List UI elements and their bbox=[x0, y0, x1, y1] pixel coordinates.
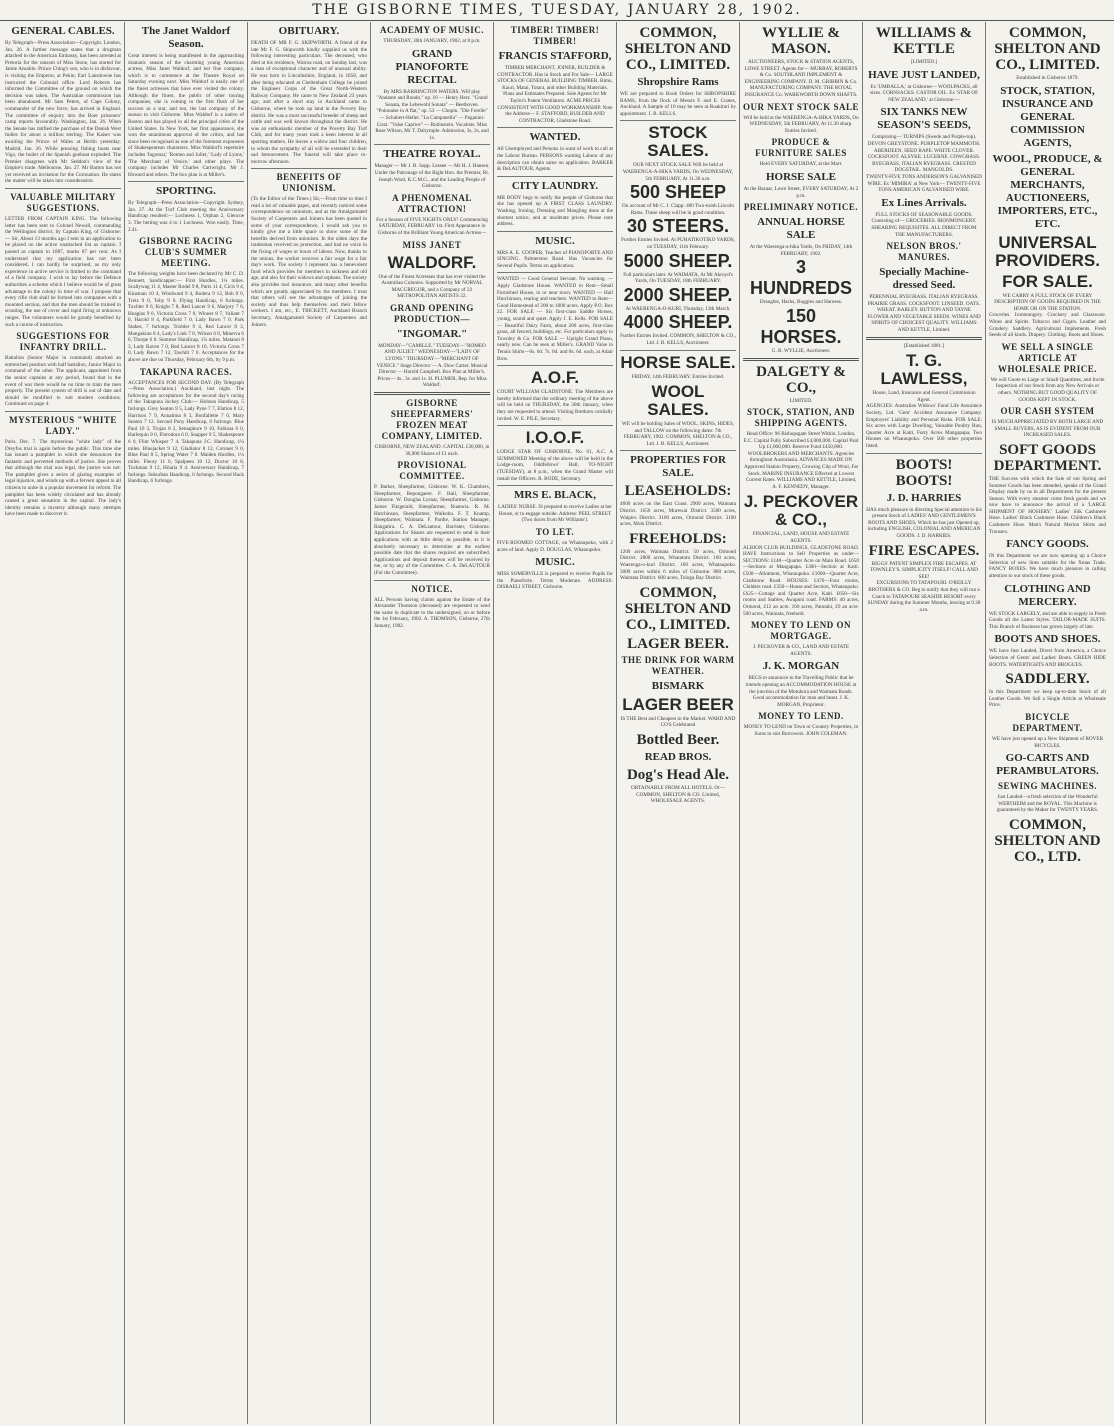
article-body: ALL Persons having claims against the Estate of the Alexander Thomson (deceased) are requested to send the same in duplicate to the undersigned, on or before the 1st February, 1902. A. THOMSON, Gisborne, 27th January, 1902. bbox=[374, 596, 490, 629]
sale-quantity: 5000 SHEEP. bbox=[623, 250, 733, 271]
article-heading: GENERAL CABLES. bbox=[11, 25, 115, 37]
article-heading: HORSE SALE bbox=[766, 170, 836, 183]
article-heading: Ex Lines Arrivals. bbox=[881, 196, 967, 209]
article-heading: MISS JANET bbox=[402, 239, 462, 250]
article-heading: STOCK, STATION, AND SHIPPING AGENTS. bbox=[746, 407, 856, 429]
column-1 bbox=[2, 22, 125, 1424]
article-heading: PRODUCE & FURNITURE SALES bbox=[755, 137, 847, 159]
column-divider bbox=[497, 231, 613, 232]
sale-quantity: 500 SHEEP bbox=[629, 182, 727, 203]
article-heading: COMMON, SHELTON AND CO., LIMITED. bbox=[624, 25, 732, 73]
article-heading: BOOTS AND SHOES. bbox=[994, 633, 1101, 646]
sale-quantity: 4000 SHEEP. bbox=[623, 312, 733, 333]
article-heading: GISBORNE RACING CLUB'S SUMMER MEETING. bbox=[139, 236, 233, 269]
column-divider bbox=[866, 453, 982, 454]
article-body: IS MUCH APPRECIATED BY BOTH LARGE AND SMALL BUYERS, AS IS EVIDENT FROM OUR INCREASED SALES. bbox=[991, 419, 1104, 439]
article-heading: I.O.O.F. bbox=[525, 428, 585, 448]
article-heading: WYLLIE & MASON. bbox=[762, 25, 840, 57]
column-divider bbox=[866, 337, 982, 340]
article-heading: MONEY TO LEND. bbox=[758, 711, 844, 722]
column-divider bbox=[497, 127, 613, 128]
article-heading: Bottled Beer. bbox=[636, 732, 720, 748]
article-heading: WALDORF. bbox=[387, 252, 477, 272]
article-body: HAS much pleasure in directing Special attention to his present Stock of LADIES' AND GENTLEMEN'S BOOTS AND SHOES, Which he has just Opened up, including ENGLISH, COLONIAL AND AMERICAN GOODS. J. D. HARRIES. bbox=[866, 506, 982, 539]
article-body: AGENCIES: Australian Widows' Fund Life Assurance Society, Ltd. 'Gem' Accident Assurance Company. Employers' Liability and Personal Risks. FOR SALE: Six acres with Large Dwelling, Valuable Poultry Run, Quarter Acre at Kaiti, Forty Acres Mangapapa, Two Houses on Whataupoko. Over 500 other properties listed. bbox=[866, 403, 982, 449]
column-divider bbox=[620, 450, 736, 451]
article-heading: FREEHOLDS: bbox=[629, 530, 727, 547]
article-heading: UNIVERSAL PROVIDERS. bbox=[995, 232, 1100, 270]
article-body: ACCEPTANCES FOR SECOND DAY. (By Telegraph—Press Association.) Auckland, last night. The following are acceptances for the second day's racing of the Takapuna Jockey Club:— Hobson Handicap, 5 furlongs. Grey Seaton 9 5, Lady Pyne 7 7, Elation 8 12, Harrison 7 9, Annatima 8 3, Bonfallette 7 0, Mary Seaton 7 12. Second Pony Handicap, 6 furlongs. Blue Paul 10 3, Trojan 8 2, Semaphore 9 10, Fabiosa 6 0, Harlequin 9 6, Florodora 6 0, Snapper 9 5, Shakespeare 6 0, Flint Whisper 7 4. Takapuna J.C. Handicap, 1¼ miles. Bluejacket 9 12, Gladiator 8 12, Coronet 9 0, Blue Paul 8 5, Spring Water 7 0. Maiden Hurdles, 1¼ miles. Fleury 11 0, Spalpeen 10 12, Doctor 10 8, Tuckman 9 12, Hilaria 9 4. Anniversary Handicap, 7 furlongs. Suburban Handicap, 6 furlongs. Second Hack Handicap, 6 furlongs. bbox=[128, 379, 244, 485]
article-heading: SPORTING. bbox=[156, 185, 216, 198]
article-body: DEATH OF MR F. G. SKIPWORTH. A friend of the late Mr F. G. Skipworth kindly supplied us with the following interesting particulars. The deceased, who died at his residence, Wairoa road, on Sunday last, was a man of exceptional character and of unusual ability. He was born in Lincolnshire, England, in 1858, and after being educated at Cheltenham College he joined the Engineer Corps of the Great North-Western Railway Company. He came to New Zealand 23 years ago, and after a short stay in Auckland came to Gisborne, where he took up land in the Poverty Bay district. He was a most successful breeder of sheep and cattle and was well known throughout the district. He was an enthusiastic member of the Poverty Bay Turf Club, and for many years took a keen interest in all sporting matters. He leaves a widow and four children, to whom the sympathy of all will be extended in their sad bereavement. The funeral will take place to-morrow afternoon. bbox=[251, 40, 367, 165]
article-heading: COMMON, SHELTON AND CO., LIMITED. bbox=[624, 584, 732, 633]
article-body: At the Waerenga-a-hika Yards, On FRIDAY, 14th FEBRUARY, 1902. bbox=[749, 244, 853, 257]
article-body: G. B. WYLLIE, Auctioneer. bbox=[771, 347, 831, 354]
column-divider bbox=[497, 176, 613, 177]
column-3 bbox=[248, 22, 371, 1424]
article-heading: BICYCLE DEPARTMENT. bbox=[1012, 711, 1083, 733]
article-body: WE have Just Landed, Direct from America, a Choice Selection of Gents' and Ladies' Boots. GREEN HIDE BOOTS. WATERTIGHTS AND BROGUES. bbox=[989, 648, 1106, 668]
article-heading: FOR SALE. bbox=[1002, 271, 1093, 291]
article-body: One of the Finest Actresses that has ever visited the Australian Colonies. Supported by Mr NORVAL MACGREGOR, and a Company of 22 METROPOLITAN ARTISTS 22. bbox=[378, 273, 486, 300]
article-heading: BENEFITS OF UNIONISM. bbox=[276, 172, 342, 194]
article-heading: J. K. MORGAN bbox=[762, 660, 840, 673]
article-heading: LAGER BEER. bbox=[627, 635, 729, 652]
column-7 bbox=[740, 22, 863, 1424]
article-heading: GRAND OPENING PRODUCTION— bbox=[390, 302, 474, 324]
article-body: Groceries. Ironmongery. Crockery and Glassware. Wines and Spirits. Tobacco and Cigars. Leather and Grindery. Saddlery. Agricultural Implements. Fresh Seeds of all kinds. Drapery. Clothing. Boots and Shoes. bbox=[989, 312, 1106, 339]
article-heading: OUR CASH SYSTEM bbox=[1000, 406, 1095, 417]
column-divider bbox=[620, 120, 736, 121]
article-heading: FIRE ESCAPES. bbox=[868, 542, 980, 559]
article-body: MR BODY begs to notify the people of Gisborne that she has opened up A FIRST CLASS LAUNDRY. Washing, Ironing, Dressing and Mangling done at the shortest notice, and at moderate prices. Please note address. bbox=[497, 194, 613, 228]
article-heading: WOOL, PRODUCE, & GENERAL MERCHANTS, AUCTIONEERS, IMPORTERS, ETC., ETC. bbox=[992, 152, 1103, 230]
article-body: EXCURSIONS TO TATAPOURI. O'REILLY BROTHERS & CO. Beg to notify that they will run a Coach to TATAPOURI SEASIDE RESORT every SUNDAY during the Summer Months, leaving at 9.30 a.m. bbox=[867, 580, 981, 613]
article-body: FULL STOCKS OF SEASONABLE GOODS. Consisting of— GROCERIES. IRONMONGERY. SHEARING REQUISITES. ALL DIRECT FROM THE MANUFACTURERS. bbox=[871, 211, 977, 238]
article-body: Head Office: 96 Bishopsgate Street Within, London, E.C. Capital Fully Subscribed £4,000,000. Capital Paid Up £1,000,000. Reserve Fund £450,000. WOOLBROKERS AND MERCHANTS. Agencies throughout Australasia. ADVANCES MADE ON Approved Station Property, Growing Clip of Wool, Fat Stock. MARINE INSURANCE Effected at Lowest Current Rates. WILLIAMS AND KETTLE, Limited, A. F. KENNEDY, Manager. bbox=[743, 431, 859, 490]
article-heading: SADDLERY. bbox=[1005, 671, 1090, 688]
sale-quantity: 150 HORSES. bbox=[760, 305, 842, 347]
article-body: MONEY TO LEND on Town or Country Properties, in Sums to suit Borrowers. JOHN COLEMAN. bbox=[743, 724, 859, 737]
column-divider bbox=[497, 272, 613, 273]
article-body: FINANCIAL, LAND, HOUSE AND ESTATE AGENTS. bbox=[752, 531, 850, 545]
article-body: On account of Mr C. J. Clapp: 400 Two-tooth Lincoln Rams. These sheep will be in good condition. bbox=[621, 203, 735, 216]
article-heading: HORSE SALE. bbox=[620, 352, 736, 372]
article-heading: TO LET. bbox=[535, 526, 575, 537]
article-heading: GRAND PIANOFORTE RECITAL bbox=[395, 47, 469, 86]
article-body: TIMBER MERCHANT, JOINER, BUILDER & CONTRACTOR. Has in Stock and For Sale— LARGE STOCKS OF GENERAL BUILDING TIMBER. Rimu, Kauri, Matai, Totara, and other Building Materials. Plans and Estimates Prepared. Sole Agents for Mr Taylor's Patent Ventilators. ACME PRICES CONSISTENT WITH GOOD WORKMANSHIP. Note the Address— F. STAFFORD, BUILDER AND CONTRACTOR, Gladstone Road. bbox=[497, 65, 613, 124]
article-body: IN this Department we are now opening up a Choice Selection of new lines suitable for the Xmas Trade. FANCY BOXES. We have much pleasure in calling attention to our stock of these goods. bbox=[989, 553, 1106, 580]
article-heading: T. G. LAWLESS, bbox=[880, 351, 968, 389]
article-body: Further Entries Invited. At PUHATIKOTIKO YARDS, on TUESDAY, 11th February. bbox=[621, 237, 735, 250]
article-body: WE will be holding Sales of WOOL, SKINS, HIDES, and TALLOW on the following dates: 7th FEBRUARY, 1902. COMMON, SHELTON & CO., Ltd. J. B. KELLS, Auctioneer. bbox=[621, 421, 735, 447]
article-heading: READ BROS. bbox=[644, 751, 712, 763]
masthead: THE GISBORNE TIMES, TUESDAY, JANUARY 28, 1902. bbox=[0, 0, 1114, 21]
column-divider bbox=[374, 144, 490, 145]
article-body: For a Season of FIVE NIGHTS ONLY! Commencing SATURDAY, FEBRUARY 1st. First Appearance in Gisborne of the Brilliant Young American Actress— bbox=[376, 216, 488, 236]
article-heading: MRS E. BLACK, bbox=[514, 489, 596, 502]
article-heading: PRELIMINARY NOTICE. bbox=[743, 202, 859, 213]
column-divider bbox=[5, 188, 121, 189]
article-body: ALBION CLUB BUILDINGS, GLADSTONE ROAD. HAVE Instructions to Sell Properties as under— SECTIONS: £140—Quarter Acre on Main Road. £650—Sections at Mangapapa. £300—Section at Kaiti. £500—Allotment, Whataupoko. £1000—Quarter Acre, Gladstone Road. HOUSES: £470—Four rooms, Childers road. £350—House and Section, Whataupoko. £625—Cottage and Quarter Acre, Kaiti. £650—Six rooms and Stables, Awapuni road. FARMS: 40 acres, Ormond, £12 an acre. 160 acres, Patutahi, £9 an acre. 500 acres, Waimata, freehold. bbox=[743, 544, 859, 617]
article-heading: STOCK, STATION, INSURANCE AND GENERAL COMMISSION AGENTS, bbox=[1000, 84, 1095, 149]
article-heading: The Janet Waldorf Season. bbox=[141, 25, 231, 50]
article-heading: MYSTERIOUS "WHITE LADY." bbox=[9, 414, 117, 436]
article-body: 1200 acres, Waimata District. 50 acres, Ormond District. 2800 acres, Whatatutu District. 160 acres, Waerenga-o-kuri District. 160 acres, Whataupoko. 3000 acres within 6 miles of Gisborne. 800 acres, Waimata District. 600 acres, Tologa Bay District. bbox=[620, 548, 736, 582]
article-body: THE Success with which the Sale of our Spring and Summer Goods has been attended, speaks of the Grand Display made by us in all Departments for the present Season. With every steamer come fresh goods and we now have to announce the arrival of a 'LARGE SHIPMENT OF HOSIERY.' Ladies' Silk Cashmere Hose. Ladies' Black Cashmere Hose. Children's Black Cashmere Hose. Men's Natural Merino Shirts and Trousers. bbox=[989, 475, 1106, 535]
article-heading: GO-CARTS AND PERAMBULATORS. bbox=[996, 752, 1099, 778]
article-body: LADIES' NURSE. IS prepared to receive Ladies at her House, or to engage outside. Address: PEEL STREET (Two doors from Mr Williams'). bbox=[497, 504, 612, 524]
article-heading: LEASEHOLDS: bbox=[624, 483, 732, 500]
column-8 bbox=[863, 22, 986, 1424]
article-heading: SEWING MACHINES. bbox=[997, 781, 1097, 792]
article-heading: Dog's Head Ale. bbox=[626, 767, 730, 783]
article-body: [LIMITED.] bbox=[910, 59, 938, 65]
article-body: 4600 acres on the East Coast. 2900 acres, Waimata District. 1650 acres, Murewai District. 3500 acres, Waipiro District. 3100 acres, Ormond District. 3100 acres, Motu District. bbox=[620, 501, 736, 528]
article-body: Battalion (Senior Major in command) attacked an entrenched position with half battalion, Junior Major in command of the other. The applicant, appointed from the senior captains at any period, found that in the event of war there would be no time to train the men properly. The present system of drill is out of date and should be modified to suit modern conditions. Continued on page 4. bbox=[5, 355, 121, 408]
article-heading: THEATRE ROYAL. bbox=[383, 148, 481, 161]
article-body: PERENNIAL RYEGRASS. ITALIAN RYEGRASS. PRAIRIE GRASS. COCKSFOOT. LINSEED. OATS. WHEAT. BARLEY. BUTTON AND TAYNE FLOWER AND VEGETABLE SEEDS. WINES AND SPIRITS OF CHOICEST QUALITY. WILLIAMS AND KETTLE, Limited. bbox=[867, 294, 981, 334]
article-heading: WANTED. bbox=[529, 131, 581, 144]
column-2 bbox=[125, 22, 248, 1424]
article-body: BIGGS' PATENT SIMPLEX FIRE ESCAPES. AT TOWNLEY'S. SIMPLICITY ITSELF! CALL AND SEE! bbox=[870, 560, 978, 580]
article-body: At WAERENGA-O-KURI, Thursday, 13th March. bbox=[625, 305, 731, 312]
article-body: WE have just opened up a New Shipment of ROVER BICYCLES. bbox=[991, 735, 1104, 749]
article-heading: ANNUAL HORSE SALE bbox=[757, 216, 845, 242]
article-body: Manager — Mr J. B. Sopp. Lessee — Mr H. J. Hansen. Under the Patronage of the Right Hon. the Premier, Rt. Joseph Ward, K.C.M.G., and the Leading People of Gisborne. bbox=[374, 163, 490, 190]
article-body: THURSDAY, 30th JANUARY, 1902, at 8 p.m. bbox=[383, 38, 481, 44]
article-heading: WILLIAMS & KETTLE bbox=[875, 25, 973, 57]
column-divider bbox=[743, 358, 859, 361]
column-divider bbox=[620, 350, 736, 351]
article-body: J. PECKOVER & CO., LAND AND ESTATE AGENTS. bbox=[753, 644, 849, 657]
column-divider bbox=[497, 365, 613, 366]
article-body: At the Bazaar, Lowe Street, EVERY SATURDAY, At 2 p.m. bbox=[743, 185, 859, 199]
article-body: (To the Editor of the Times.) Sir,—From time to time I read a lot of valuable paper, and recently noticed some correspondence on unionism, and as the Amalgamated Society of Carpenters and Joiners has been quoted in some of your correspondence, I would ask you to kindly give me a little space to show some of the benefits derived from unionism. In the olden days the tradesman received no protection, and had no voice in the fixing of wages or hours of labour. Now, thanks to the unions, the worker receives a fair wage for a fair day's work. The society I represent has a benevolent fund which provides for members in sickness and old age, and also for their widows and orphans. The society also provides tool insurance, and many other benefits which are greatly appreciated by the members. I trust that others will see the advantages of joining the society and thus help themselves and their fellow workers. I am, etc., E. TRICKETT, Auckland Branch Secretary, Amalgamated Society of Carpenters and Joiners. bbox=[251, 196, 367, 328]
article-body: LODGE STAR OF GISBORNE, No. 61, A.C. A SUMMONED Meeting of the above will be held in the Lodge-room, Oddfellows' Hall, TO-NIGHT (TUESDAY), at 8 p.m., when the Grand Master will install the Officers. R. BODE, Secretary. bbox=[497, 449, 613, 482]
article-body: LETTER FROM CAPTAIN KING. The following letter has been sent to Colonel Newall, commanding the Wellington district, by Captain King, of Gisborne:— Sir, About 13 months ago I sent in an application to be placed on the active unattached list as captain. I passed as captain in 1887, marks 87 per cent. As I understand that my application has not been considered, I can hardly be surprised, as my only experience in active service is limited to the command of a field company. I wish to lay before the Defence authorities a scheme which I believe would be of great advantage to the colony in time of war. I propose that every rifle club shall be formed into companies with a mounted section, and that the men should be trained in scouting, the use of cover and rapid firing at unknown ranges. The volunteers would be greatly benefited by such a course of instruction. bbox=[5, 216, 121, 328]
article-body: Ex 'UMBALLA,' at Gisborne— WOOLPACKS, all sizes. CORNSACKS. CASTOR OIL. Ex 'STAR OF NEW ZEALAND,' at Gisborne:— bbox=[869, 83, 979, 103]
article-body: [Established 1881.] bbox=[903, 342, 945, 349]
article-body: We will Guote to Large or Small Quantities, and Invite Inspection of our Stock from any New Arrivals or others. NOTHING BUT GOOD QUALITY OF GOODS KEPT IN STOCK. bbox=[990, 376, 1105, 403]
article-body: Established in Gisborne 1879. bbox=[1016, 75, 1079, 81]
article-body: IS THE Best and Cheapest in the Market. WARD AND CO'S Celebrated bbox=[620, 715, 736, 729]
article-heading: FANCY GOODS. bbox=[1006, 538, 1089, 551]
article-body: WANTED — Good General Servant. No washing. — Apply Gladstone House. WANTED to Rent—Small Furnished House, in or near town. WANTED — Hall Hutchinson, rearing and teachers. WANTED to Rent—Good Homestead of 200 to 1000 acres. Apply P.O. Box 22. FOR SALE — Six first-class Saddle Horses, young, sound and quiet. Apply J. E. Kells. FOR SALE — Beautiful Dairy Farm, about 200 acres, first-class grass, all fenced, buildings, etc. For particulars apply to Townley & Co. FOR SALE — Upright Grand Piano, nearly new. Can be seen at Miller's. GRAND Valse in Tennis Shirts—6s. 6d. 7s. 6d. and 8s. 6d. each, at Adair Bros. bbox=[497, 276, 613, 362]
article-body: OUR NEXT STOCK SALE Will be held at WAERENGA-A-HIKA YARDS, On WEDNESDAY, 5th FEBRUARY, At 11.30 a.m. bbox=[622, 162, 734, 182]
article-body: Just Landed—a fresh selection of the Wonderful WERTHEIM and the ROYAL. This Machine is guaranteed by the Maker for TWENTY YEARS. bbox=[996, 794, 1099, 814]
article-heading: SUGGESTIONS FOR INFANTRY DRILL. bbox=[16, 331, 110, 353]
article-heading: STOCK SALES. bbox=[647, 123, 709, 161]
article-body: P. Barker, Sheepfarmer, Gisborne. W. K. Chambers, Sheepfarmer, Repongaere. F. Hall, Sheepfarmer, Gisborne. W. Douglas Lysnar, Sheepfarmer, Gisborne. James Fitzgerald, Sheepfarmer, Ruatoria. R. M. Hutchinson, Sheepfarmer, Waikohu. F. T. Knamp, Sheepfarmer, Waimata. F. Pardie, Station Manager, Rangatira. C. A. DeLautour, Barrister, Gisborne. Applications for Shares are requested to send in their applications with as little delay as possible, as it is absolutely necessary to determine at the earliest possible date that the shares required are subscribed. Applications and deposit thereon will be received by me, or by any of the Committee. C. A. DeLAUTOUR (For the Committee). bbox=[374, 484, 490, 576]
article-heading: Shropshire Rams bbox=[637, 76, 719, 88]
article-body: Full particulars later. At WAIMATA, At Mr Akroyd's Yards, On TUESDAY, 18th FEBRUARY. bbox=[623, 271, 733, 285]
article-heading: NELSON BROS.' MANURES. bbox=[886, 241, 962, 263]
article-body: TWENTY-FIVE TONS ANDERSON'S GALVANISED WIRE. Ex 'MIMIRA' at New York— TWENTY-FIVE TONS AMERICAN GALVANISED WIRE. bbox=[866, 173, 982, 194]
article-heading: A PHENOMENAL ATTRACTION! bbox=[392, 192, 472, 214]
column-6 bbox=[617, 22, 740, 1424]
article-heading: COMMON, SHELTON AND CO., LIMITED. bbox=[994, 25, 1101, 73]
article-body: AUCTIONEERS, STOCK & STATION AGENTS, LOWE STREET. Agents for— MURRAY, ROBERTS & Co. SOUTHLAND IMPLEMENT & ENGINEERING COMPANY. D. M. GRIBBIN & Co. MANUFACTURING COMPANY. THE ROYAL INSURANCE Co. WARKWORTH DOWN SHAFTS. bbox=[744, 59, 858, 98]
article-body: By Telegraph—Press Association—Copyright. Sydney, Jan. 27. At the Turf Club meeting the Anniversary Handicap resulted:— Lochness 1, Orphan 2, Glencoe 3. The betting was 4 to 1 Lochness. Won easily. Time, 2.41. bbox=[128, 200, 244, 233]
article-heading: J. PECKOVER & CO., bbox=[743, 492, 859, 530]
article-heading: WE SELL A SINGLE ARTICLE AT WHOLESALE PRICE. bbox=[997, 341, 1098, 374]
article-body: Draughts, Hacks, Buggies and Harness. bbox=[759, 299, 843, 306]
column-divider bbox=[251, 168, 367, 169]
article-body: Will be held at the WAERENGA-A-HIKA YARDS, On WEDNESDAY, 5th FEBRUARY, At 11.30 sharp. Entries Invited. bbox=[743, 114, 859, 134]
article-body: MRS A. E. COOPER, Teacher of PIANOFORTE AND SINGING. Palmerston Road. Has Vacancies for Several Pupils. Terms on application. bbox=[497, 249, 613, 269]
article-body: WE STOCK LARGELY, and are able to supply in Fresh Goods all the Latest Styles. TAILOR-MADE SUITS. This Branch of Business has grown largely of late. bbox=[989, 610, 1106, 630]
article-heading: Specially Machine-dressed Seed. bbox=[879, 266, 969, 292]
article-body: GISBORNE, NEW ZEALAND. CAPITAL £30,000, in 30,000 Shares of £1 each. bbox=[374, 444, 490, 457]
article-heading: PROVISIONAL COMMITTEE. bbox=[397, 460, 467, 482]
article-heading: CLOTHING AND MERCERY. bbox=[1004, 582, 1091, 608]
column-9 bbox=[986, 22, 1109, 1424]
column-divider bbox=[497, 425, 613, 426]
article-body: BEGS to announce to the Travelling Public that he intends opening an ACCOMMODATION HOUSE at the junction of the Motuhora and Waimata Roads. Good accommodation for man and beast. J. K. MORGAN, Proprietor. bbox=[745, 675, 857, 708]
article-heading: OUR NEXT STOCK SALE bbox=[743, 101, 859, 112]
columns-container bbox=[2, 22, 1112, 1424]
article-body: OBTAINABLE FROM ALL HOTELS. Or— COMMON, SHELTON & CO. Limited, WHOLESALE AGENTS. bbox=[630, 785, 726, 805]
column-4 bbox=[371, 22, 494, 1424]
article-heading: THE DRINK FOR WARM WEATHER. bbox=[621, 654, 735, 676]
article-body: COURT WILLIAM GLADSTONE. The Members are hereby informed that the ordinary meeting of the above will be held on THURSDAY, the 30th January, when they are requested to attend. Visiting Brethren cordially invited. W. E. PILE, Secretary. bbox=[497, 389, 613, 422]
article-body: All Unemployed and Persons in want of work to call at the Labour Bureau. PERSONS wanting Labour of any description can obtain same on application. BARKER & DeLAUTOUR, Agents. bbox=[497, 146, 613, 173]
article-heading: NOTICE. bbox=[411, 583, 453, 594]
article-heading: TAKAPUNA RACES. bbox=[139, 366, 233, 377]
article-heading: COMMON, SHELTON AND CO., LTD. bbox=[994, 816, 1101, 865]
article-body: The following weights have been declared by Mr C. D. Bennett, handicapper:— First Hurdles, 1¼ miles. Scallywag 11 4, Master Rodel 9 8, Paris 11 4, Cicis 9 4, Kinsman 10 4, Windward 9 4, Bodera 9 12, Bob 9 0, Treiz 9 0, Toby 9 0. Flying Handicap, 6 furlongs. Toxbler 9 6, Knight 7 8, Red Lancer 9 6, Marjory 7 6, Hoaglas 9 0, Victoria Cross 7 0, Winner 8 7, Valiant 7 0, Harold 8 4, Parkfield 7 0, Lady Bawn 7 0. Park Stakes, 7 furlongs. Toxbler 9 4, Red Lancer 8 3, Mangakino 8 4, Lady's Link 7 0, Wilson 6 0, Minerva 6 0, Thorpe 6 0. Summer Handicap, 1¼ miles. Matanui 8 3, Lady Raven 7 0, Red Lancer 8 10, Victoria Cross 7 0, Lady Bawn 7 12, Tawhiti 7 0. Acceptances for the above are due on Thursday, February 6th, by 9 p.m. bbox=[128, 271, 244, 363]
article-body: House, Land, Insurance and General Commission Agent. bbox=[872, 390, 976, 403]
article-heading: PROPERTIES FOR SALE. bbox=[630, 454, 726, 480]
article-heading: SIX TANKS NEW SEASON'S SEEDS, bbox=[877, 106, 971, 132]
article-heading: VALUABLE MILITARY SUGGESTIONS. bbox=[10, 192, 116, 214]
sale-quantity: 30 STEERS. bbox=[626, 216, 730, 237]
article-heading: J. D. HARRIES bbox=[886, 491, 962, 504]
article-body: Paris, Dec. 7. The mysterious "white lady" of the Dreyfus trial is again before the public. This time she has issued a pamphlet in which she denounces the fantastic and perverted methods of justice. She proves that although the trial was legal, the justice was not. The pamphlet gives a series of glaring examples of legal injustice, and winds up with a fervent appeal to all citizens to unite in a popular movement for reform. The pamphlet has been widely circulated and has already caused a great sensation in the capital. The lady's identity remains a mystery although many attempts have been made to discover it. bbox=[5, 438, 121, 518]
article-body: Further Entries Invited. COMMON, SHELTON & CO., Ltd. J. B. KELLS, Auctioneer. bbox=[620, 333, 736, 346]
article-heading: CITY LAUNDRY. bbox=[511, 179, 599, 192]
article-body: FIVE-ROOMED COTTAGE, on Whataupoko, with 2 acres of land. Apply D. DOUGLAS, Whataupoko. bbox=[497, 539, 613, 553]
article-heading: MONEY TO LEND ON MORTGAGE. bbox=[750, 620, 852, 642]
article-heading: MUSIC. bbox=[535, 556, 575, 569]
column-divider bbox=[128, 181, 244, 182]
article-heading: HAVE JUST LANDED, bbox=[868, 68, 980, 81]
column-5 bbox=[494, 22, 617, 1424]
column-divider bbox=[374, 392, 490, 395]
article-heading: A.O.F. bbox=[530, 368, 580, 388]
article-body: Great interest is being manifested in the approaching dramatic season of the charming young American actress, Miss Janet Waldorf, and her fine company, which is to commence at the Theatre Royal on Saturday evening next. Miss Waldorf is easily one of the finest actresses that have ever visited the colony. Although the finest, the public of other touring companies, she is coming to the first flush of her success as a star, and too, the last company of the season to visit Gisborne. Miss Waldorf is a native of Boston and has played in all the principal cities of the United States. In New York, her first appearance, she won the unanimous approval of the critics, and has since been recognised as one of the foremost exponents of Shakespearean characters. Miss Waldorf's repertoire includes 'Ingomar,' 'Romeo and Juliet,' 'Lady of Lyons,' 'The Merchant of Venice,' and other plays. The company includes Mr Charles Cartwright, Mr J. Howard and others. The box plan is at Miller's. bbox=[128, 53, 244, 178]
article-body: MONDAY—"CAMILLE." TUESDAY—"ROMEO AND JULIET." WEDNESDAY—"LADY OF LYONS." THURSDAY—"MERCHANT OF VENICE." Stage Director — A. Dow Carter. Musical Director — Harold Campbell. Box Plan at Miller's. Prices— 4s., 3s. and 1s. H. PLUMER, Rep. for Miss Waldorf. bbox=[376, 342, 488, 389]
article-heading: ACADEMY OF MUSIC. bbox=[379, 25, 485, 35]
article-body: WE are prepared to Book Orders for SHROPSHIRE RAMS, from the flock of Messrs F. and E. Coates, Auckland. A Sample of 10 may be seen at Ruakituri by appointment. J. B. KELLS. bbox=[620, 91, 736, 117]
article-heading: WOOL SALES. bbox=[647, 382, 709, 420]
article-body: FRIDAY, 14th FEBRUARY. Entries Invited. bbox=[631, 373, 725, 380]
column-divider bbox=[497, 485, 613, 486]
article-heading: BOOTS! BOOTS! bbox=[895, 456, 953, 489]
article-heading: OBITUARY. bbox=[278, 25, 340, 37]
article-heading: "INGOMAR." bbox=[396, 327, 468, 340]
article-body: By MRS BARRINGTON WATERS. Will play "Andante and Rondo," op. 16 — Henry Herz. "Grand Sonata, the Lebewohl Sonata" — Beethoven. "Polonaise in A flat," op. 53 — Chopin. "Die Forelle" — Schubert-Heller. "La Campanella" — Paganini-Liszt. "Valse Caprice" — Rubinstein. Vocalists: Miss Rose Wilson, Mr T. Dalrymple. Admission, 3s, 2s, and 1s. bbox=[375, 88, 489, 141]
article-body: LIMITED. bbox=[789, 397, 813, 404]
column-divider bbox=[5, 411, 121, 412]
article-heading: LAGER BEER bbox=[622, 694, 734, 714]
article-body: In this Department we keep up-to-date Stock of all Leather Goods. We Sell a Single Article at Wholesale Price. bbox=[989, 689, 1106, 709]
article-heading: FRANCIS STAFFORD, bbox=[498, 50, 612, 62]
article-body: By Telegraph—Press Association—Copyright. London, Jan. 26. A further message states that a drugman attached to the American Embassy, has been arrested at Pretoria for the ransom of Miss Stone, has started for Jamie Ansaldo. Prince Ching's son, who is in disfavour, is visiting the Emperor, at Pekin; Earl Lansdowne has instructed the Colonial office. Lord Roberts has informed the Committee of the ground on which the decision was taken. The Australian commission has been abandoned. Mr Sam Peters, of Cape Colony, commander of the new force, has arrived in England. The committee of enquiry into the Boer prisoners' camp reports favourably. Washington, Jan. 26. When the Senate has ratified the purchase of the Danish West Indies for about a million sterling. The Kaiser was awaiting the Prince of Wales at Berlin yesterday. Madrid, Jan. 26. While pressing fishing boats near Vigo, the boiler of the Spanish gunboat exploded. The Premier disagrees with Mr Seddon's view of the Empire's trade. Melbourne, Jan. 27. Mr Barton has not yet received an invitation for the Coronation. He states the matter will be taken into consideration. bbox=[5, 40, 121, 185]
article-body: WE CARRY A FULL STOCK OF EVERY DESCRIPTION OF GOODS REQUIRED IN THE HOME OR ON THE STATION. bbox=[994, 292, 1101, 312]
sale-quantity: 2000 SHEEP. bbox=[623, 284, 733, 305]
sale-quantity: 3 HUNDREDS bbox=[749, 257, 852, 299]
article-heading: SOFT GOODS DEPARTMENT. bbox=[993, 441, 1102, 474]
column-divider bbox=[374, 580, 490, 581]
article-body: Held EVERY SATURDAY, at the Mart. bbox=[759, 161, 843, 168]
article-heading: TIMBER! TIMBER! TIMBER! bbox=[510, 25, 600, 46]
article-heading: MUSIC. bbox=[535, 234, 575, 247]
article-heading: BISMARK bbox=[651, 679, 705, 692]
article-heading: DALGETY & CO., bbox=[756, 363, 846, 396]
article-body: MISS SOMERVILLE is prepared to receive Pupils for the Pianoforte. Terms Moderate. ADDRESS: DISRAELI STREET, Gisborne. bbox=[497, 571, 613, 591]
article-heading: GISBORNE SHEEPFARMERS' FROZEN MEAT COMPANY, LIMITED. bbox=[381, 398, 483, 442]
article-body: Comprising— TURNIPS (Swede and Purple-top). DEVON GREYSTONE. PURPLETOP MAMMOTH. ABERDEEN. SEED RAPE. WHITE CLOVER. COCKSFOOT. ALSYKE. LUCERNE. COWGRASS. RYEGRASS, ITALIAN RYEGRASS. CRESTED DOGSTAIL. MANGOLDS. bbox=[867, 134, 981, 174]
